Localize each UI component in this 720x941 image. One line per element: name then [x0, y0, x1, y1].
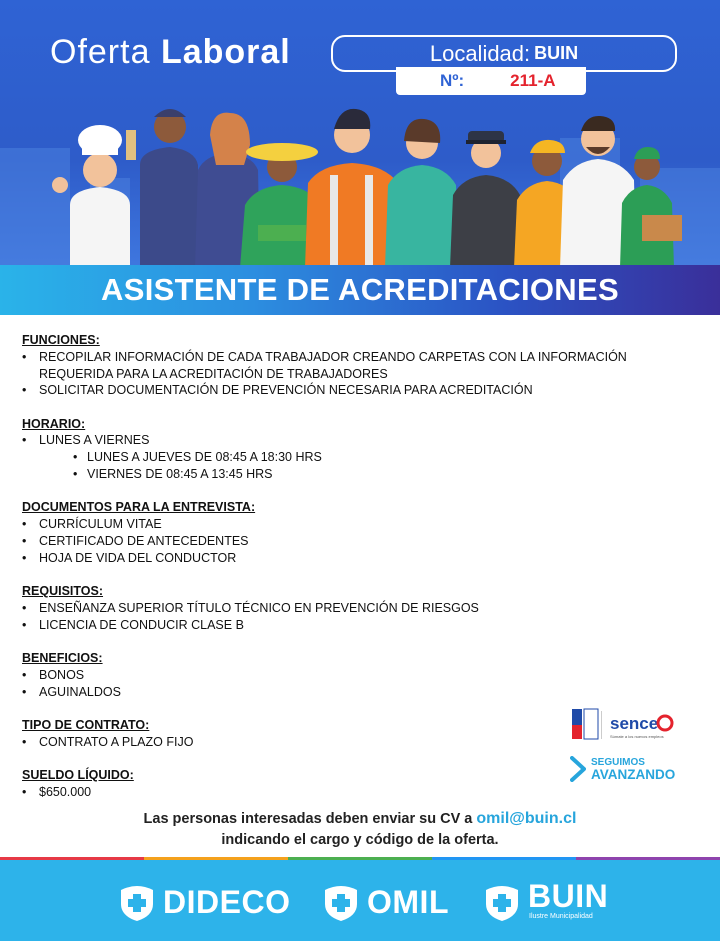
- section-title: BENEFICIOS:: [22, 650, 103, 665]
- job-title: ASISTENTE DE ACREDITACIONES: [101, 272, 619, 307]
- section-title: DOCUMENTOS PARA LA ENTREVISTA:: [22, 500, 256, 515]
- shield-icon: [482, 882, 522, 922]
- section-title: HORARIO:: [22, 416, 86, 431]
- list-item: • RECOPILAR INFORMACIÓN DE CADA TRABAJADOR CREANDO CARPETAS CON LA INFORMACIÓN REQUERIDA PARA LA ACREDITACIÓN DE TRABAJADORES: [22, 349, 672, 383]
- painter-figure: [126, 109, 198, 268]
- seguimos-text: [591, 757, 675, 781]
- section-requisitos: [22, 583, 672, 633]
- dideco-wordmark: DIDECO: [163, 883, 291, 920]
- construction-worker-figure: [305, 109, 400, 268]
- shield-icon: [117, 882, 157, 922]
- job-details: [22, 332, 672, 817]
- omil-logo: [321, 882, 449, 922]
- chef-figure: [52, 125, 130, 268]
- header-banner: [0, 0, 720, 268]
- list-item: • HOJA DE VIDA DEL CONDUCTOR: [22, 550, 672, 567]
- dideco-logo: [117, 882, 290, 922]
- job-title-strip: [0, 265, 720, 315]
- police-figure: [450, 131, 522, 268]
- sub-list-item: • VIERNES DE 08:45 A 13:45 HRS: [22, 466, 672, 483]
- offer-title: [50, 33, 291, 72]
- section-title: REQUISITOS:: [22, 584, 104, 599]
- footer: [0, 860, 720, 941]
- locality-label: Localidad:: [429, 40, 531, 66]
- sence-logo: [572, 707, 678, 743]
- offer-number-box: [396, 67, 586, 95]
- list-item: • AGUINALDOS: [22, 684, 672, 701]
- list-item: • CONTRATO A PLAZO FIJO: [22, 734, 672, 751]
- contact-email-link[interactable]: omil@buin.cl: [476, 810, 577, 827]
- shield-icon: [321, 882, 361, 922]
- sub-list-item: • LUNES A JUEVES DE 08:45 A 18:30 HRS: [22, 449, 672, 466]
- buin-subtitle: Ilustre Municipalidad: [529, 913, 593, 920]
- seguimos-line1: SEGUIMOS: [591, 757, 645, 768]
- list-item: • ENSEÑANZA SUPERIOR TÍTULO TÉCNICO EN PREVENCIÓN DE RIESGOS: [22, 600, 672, 617]
- list-item: • CERTIFICADO DE ANTECEDENTES: [22, 533, 672, 550]
- omil-wordmark: OMIL: [367, 883, 449, 920]
- seguimos-line2: AVANZANDO: [591, 767, 676, 782]
- list-item: • BONOS: [22, 667, 672, 684]
- list-item: • LICENCIA DE CONDUCIR CLASE B: [22, 617, 672, 634]
- seguimos-avanzando-logo: [570, 756, 675, 782]
- section-documentos: [22, 499, 672, 566]
- list-item: • LUNES A VIERNES: [22, 432, 672, 449]
- workers-illustration: [30, 95, 690, 268]
- contact-prefix: Las personas interesadas deben enviar su CV a: [143, 811, 473, 827]
- buin-logo: [482, 877, 609, 922]
- sence-tagline: Súmate a los nuevos empleos: [610, 734, 664, 739]
- buin-wordmark: BUIN: [528, 877, 609, 914]
- grocer-figure: [620, 147, 682, 268]
- section-title: TIPO DE CONTRATO:: [22, 717, 150, 732]
- offer-number-value: 211-A: [510, 71, 556, 90]
- offer-title-bold: Laboral: [160, 33, 291, 71]
- list-item: • SOLICITAR DOCUMENTACIÓN DE PREVENCIÓN NECESARIA PARA ACREDITACIÓN: [22, 382, 672, 399]
- list-item: • $650.000: [22, 784, 672, 801]
- section-funciones: [22, 332, 672, 399]
- section-title: SUELDO LÍQUIDO:: [22, 767, 134, 782]
- list-item: • CURRÍCULUM VITAE: [22, 516, 672, 533]
- nurse-figure: [385, 119, 458, 268]
- sence-wordmark: sence: [610, 714, 659, 733]
- section-beneficios: [22, 650, 672, 700]
- offer-title-light: Oferta: [50, 33, 151, 71]
- contact-instructions: [0, 808, 720, 851]
- offer-number-label: Nº:: [440, 71, 465, 90]
- chevron-right-icon: [570, 756, 586, 782]
- locality-value: BUIN: [534, 43, 579, 63]
- contact-line-2: indicando el cargo y código de la oferta.: [221, 832, 499, 848]
- section-title: FUNCIONES:: [22, 333, 100, 347]
- section-horario: [22, 416, 672, 483]
- contact-line-1: [0, 808, 720, 830]
